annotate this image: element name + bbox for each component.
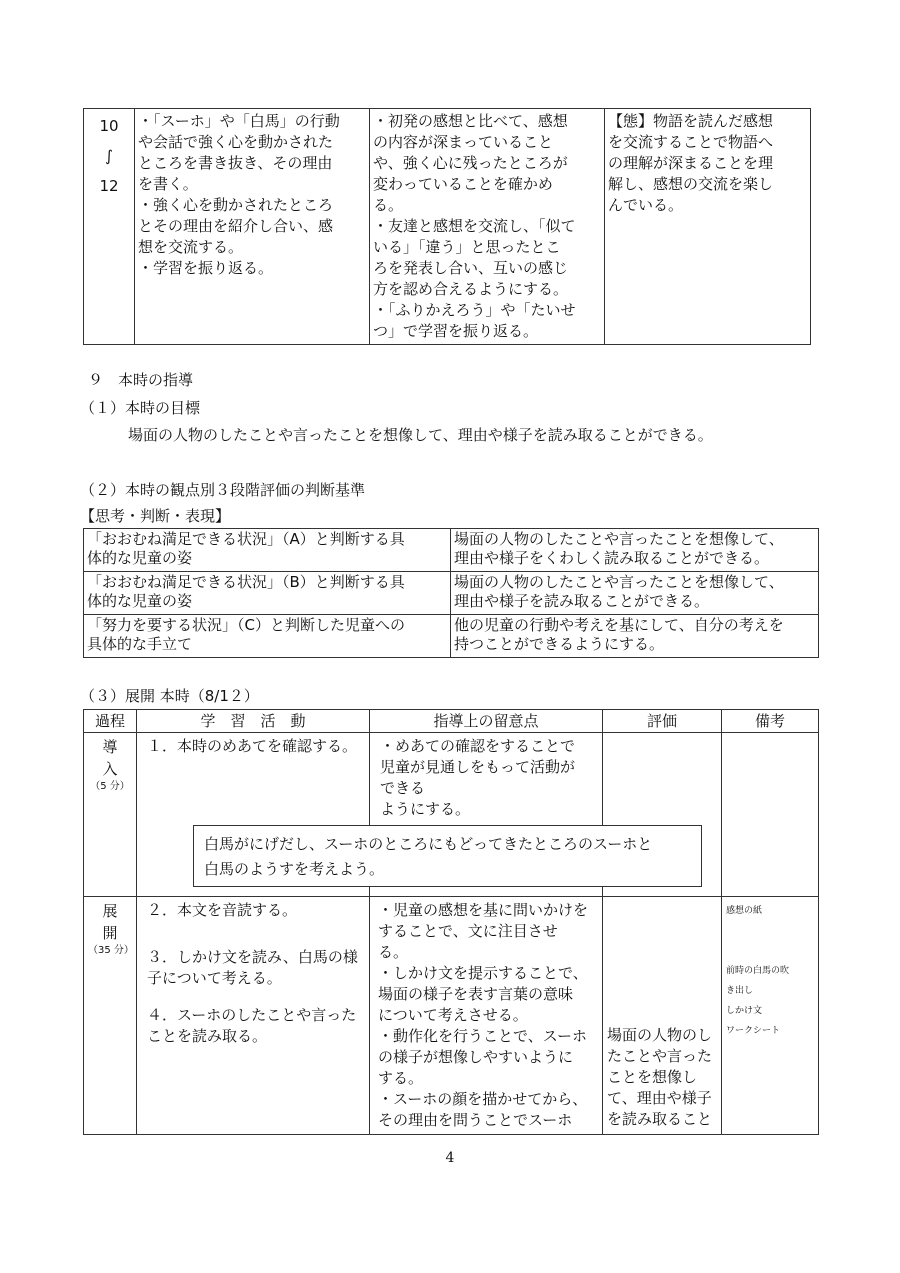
subsection-development-heading: （３）展開 本時（8/1２）	[80, 687, 259, 705]
header-activities: 学 習 活 動	[137, 710, 370, 733]
subsection-criteria-heading: （２）本時の観点別３段階評価の判断基準	[80, 481, 366, 499]
process-develop-cell	[84, 897, 137, 1135]
evaluation-develop-cell: 場面の人物のし たことや言った ことを想像し て、理由や様子 を読み取ること	[603, 897, 722, 1135]
criteria-text: 他の児童の行動や考えを基にして、自分の考えを 持つことができるようにする。	[451, 615, 819, 658]
period-cell	[84, 109, 135, 345]
activity-develop-cell	[137, 897, 370, 1135]
lesson-aim-box: 白馬がにげだし、スーホのところにもどってきたところのスーホと 白馬のようすを考えよう。	[193, 825, 702, 887]
lesson-goal-text: 場面の人物のしたことや言ったことを想像して、理由や様子を読み取ることができる。	[128, 426, 713, 444]
table-row	[84, 572, 819, 615]
evaluation-criteria-table	[83, 528, 819, 658]
criteria-text: 場面の人物のしたことや言ったことを想像して、 理由や様子を読み取ることができる。	[451, 572, 819, 615]
criteria-label: 「おおむね満足できる状況」（B）と判断する具 体的な児童の姿	[84, 572, 451, 615]
process-char: 展	[102, 902, 118, 920]
remark-item: しかけ文	[726, 1006, 763, 1016]
remark-item: き出し	[726, 986, 754, 996]
activity-item: ３．しかけ文を読み、白馬の様 子について考える。	[147, 948, 358, 987]
process-char: 開	[102, 924, 118, 942]
activity-item: ２．本文を音読する。	[147, 901, 298, 919]
period-end: 12	[99, 177, 119, 195]
evaluation-cell: 【態】物語を読んだ感想 を交流することで物語へ の理解が深まることを理 解し、感想の交流を楽し んでいる。	[605, 109, 811, 345]
header-evaluation: 評価	[603, 710, 722, 733]
table-header-row	[84, 710, 819, 733]
remark-item: ワークシート	[726, 1026, 781, 1036]
period-range-mark: ∫	[105, 147, 113, 165]
process-char: 入	[102, 760, 118, 778]
criteria-text: 場面の人物のしたことや言ったことを想像して、 理由や様子をくわしく読み取ることができる。	[451, 529, 819, 572]
remark-item: 前時の白馬の吹	[726, 966, 790, 976]
activity-item: ４．スーホのしたことや言った ことを読み取る。	[147, 1006, 357, 1045]
subsection-goal-heading: （１）本時の目標	[80, 399, 201, 417]
period-start: 10	[99, 117, 119, 135]
teaching-notes-cell: ・初発の感想と比べて、感想 の内容が深まっていること や、強く心に残ったところが 変わっていることを確かめ る。 ・友達と感想を交流し、「似て いる」「違う」と思ったとこ ろを発表し合い、互いの感じ 方を認め合えるようにする。 ・「ふりかえろう」や「たいせ つ」で学習を振り返る。	[370, 109, 605, 345]
page-number: 4	[445, 1150, 455, 1166]
criteria-category: 【思考・判断・表現】	[80, 507, 231, 525]
notes-intro-cell: ・めあての確認をすることで 児童が見通しをもって活動が できる ようにする。	[370, 733, 603, 897]
criteria-label: 「努力を要する状況」（C）と判断した児童への 具体的な手立て	[84, 615, 451, 658]
process-time: （35 分）	[88, 945, 134, 956]
learning-activities-cell: ・「スーホ」や「白馬」の行動 や会話で強く心を動かされた ところを書き抜き、その理由 を書く。 ・強く心を動かされたところ とその理由を紹介し合い、感 想を交流する。 ・学習を振り返る。	[135, 109, 370, 345]
notes-develop-cell: ・児童の感想を基に問いかけを することで、文に注目させ る。 ・しかけ文を提示することで、 場面の様子を表す言葉の意味 について考えさせる。 ・動作化を行うことで、スーホ の様子が想像しやすいように する。 ・スーホの顔を描かせてから、 その理由を問うことでスーホ	[370, 897, 603, 1135]
remarks-develop-cell	[722, 897, 819, 1135]
table-row	[84, 615, 819, 658]
process-time: （5 分）	[90, 781, 130, 792]
lesson-plan-table-continued	[83, 108, 811, 345]
table-row	[84, 529, 819, 572]
section-heading: ９ 本時の指導	[88, 371, 194, 389]
activity-item: １．本時のめあてを確認する。	[147, 737, 358, 755]
process-char: 導	[102, 738, 118, 756]
header-notes: 指導上の留意点	[370, 710, 603, 733]
process-intro-cell	[84, 733, 137, 897]
header-remarks: 備考	[722, 710, 819, 733]
lesson-development-table	[83, 709, 819, 1135]
table-row-develop	[84, 897, 819, 1135]
criteria-label: 「おおむね満足できる状況」（A）と判断する具 体的な児童の姿	[84, 529, 451, 572]
remark-item: 感想の紙	[726, 906, 763, 916]
header-process: 過程	[84, 710, 137, 733]
remarks-intro-cell	[722, 733, 819, 897]
